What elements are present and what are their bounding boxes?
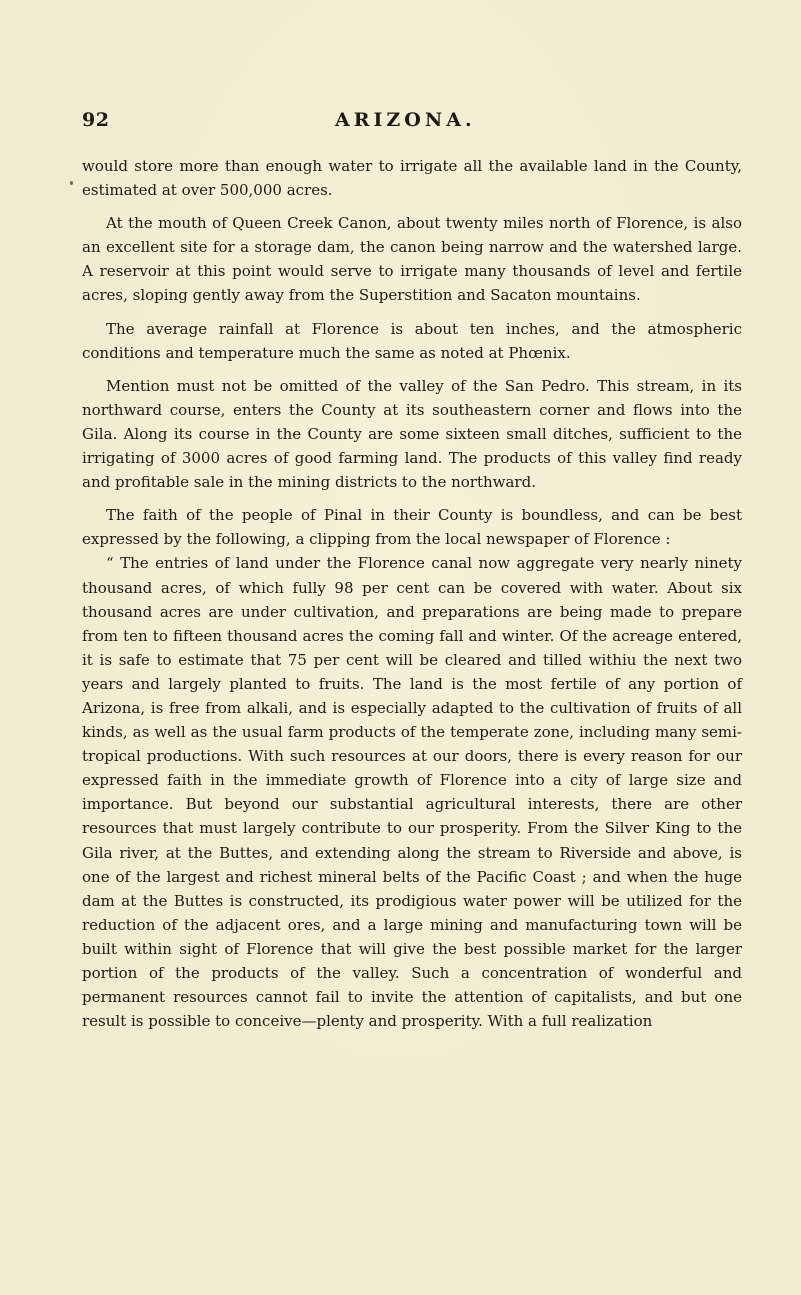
paragraph-san-pedro: Mention must not be omitted of the valley of the San Pedro. This stream, in its northward course, enters the County at its southeastern corner and flows into the Gila. Along its course in the County are some sixteen small ditches, sufficient to the irrigating of 3000 acres of good farming land. The products of this valley find ready and profitable sale in the mining districts to the northward. bbox=[82, 376, 742, 492]
paragraph-rainfall: The average rainfall at Florence is about ten inches, and the atmospheric conditions and temperature much the same as noted at Phœnix. bbox=[82, 319, 742, 362]
running-head bbox=[82, 109, 742, 139]
paragraph-newspaper-quote: “ The entries of land under the Florence canal now aggregate very nearly ninety thousand acres, of which fully 98 per cent can be covered with water. About six thousand acres are under cultivation, and preparations are being made to prepare from ten to fifteen thousand acres the coming fall and winter. Of the acreage entered, it is safe to estimate that 75 per cent will be cleared and tilled withiu the next two years and largely planted to fruits. The land is the most fertile of any portion of Arizona, is free from alkali, and is especially adapted to the cultivation of fruits of all kinds, as well as the usual farm products of the temperate zone, including many semi-tropical productions. With such resources at our doors, there is every reason for our expressed faith in the immediate growth of Florence into a city of large size and importance. But beyond our substantial agricultural interests, there are other resources that must largely contribute to our prosperity. From the Silver King to the Gila river, at the Buttes, and extending along the stream to Riverside and above, is one of the largest and richest mineral belts of the Pacific Coast ; and when the huge dam at the Buttes is constructed, its prodigious water power will be utilized for the reduction of the adjacent ores, and a large mining and manufacturing town will be built within sight of Florence that will give the best possible market for the larger portion of the products of the valley. Such a concentration of wonderful and permanent resources cannot fail to invite the attention of capitalists, and but one result is possible to conceive—plenty and prosperity. With a full realization bbox=[82, 554, 742, 1031]
paragraph-queen-creek: At the mouth of Queen Creek Canon, about twenty miles north of Florence, is also an excellent site for a storage dam, the canon being narrow and the watershed large. A reservoir at this point would serve to irrigate many thousands of level and fertile acres, sloping gently away from the Superstition and Sacaton mountains. bbox=[82, 214, 742, 305]
page-number: 92 bbox=[82, 109, 110, 131]
paper-speck bbox=[70, 181, 73, 185]
body-text bbox=[82, 154, 742, 1042]
paragraph-continuation: would store more than enough water to irrigate all the available land in the County, estimated at over 500,000 acres. bbox=[82, 157, 742, 200]
running-title: ARIZONA. bbox=[335, 109, 476, 131]
paragraph-faith-of-pinal: The faith of the people of Pinal in their County is boundless, and can be best expressed by the following, a clipping from the local newspaper of Florence : bbox=[82, 506, 742, 549]
